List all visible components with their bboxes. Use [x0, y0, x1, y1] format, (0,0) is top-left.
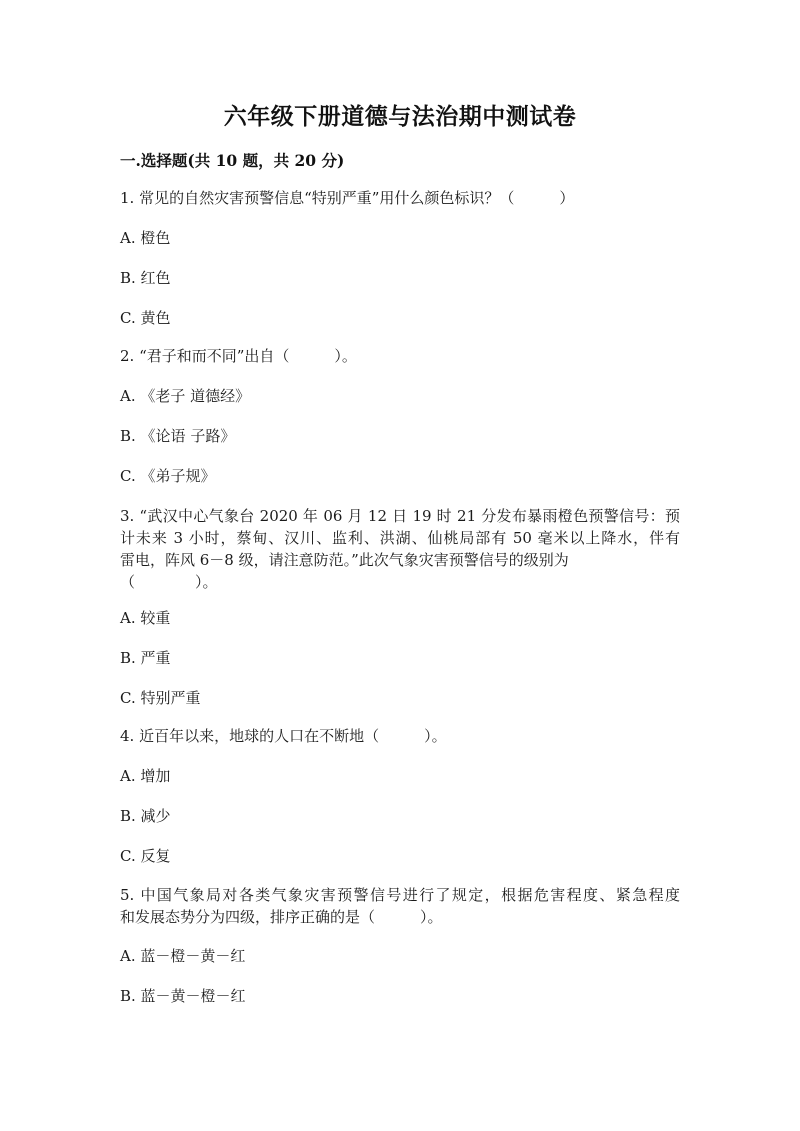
question-3-option-c[interactable]: C. 特别严重 [120, 689, 201, 707]
question-4-option-a[interactable]: A. 增加 [120, 767, 171, 785]
question-3-text-line-4: （ ）。 [120, 573, 218, 591]
question-1-option-a[interactable]: A. 橙色 [120, 229, 171, 247]
question-2-option-c[interactable]: C. 《弟子规》 [120, 467, 216, 485]
question-3-text-line-2: 计未来 3 小时，蔡甸、汉川、监利、洪湖、仙桃局部有 50 毫米以上降水，伴有 [120, 529, 680, 547]
section-heading: 一.选择题(共 10 题，共 20 分) [120, 151, 345, 170]
question-3-option-b[interactable]: B. 严重 [120, 649, 171, 667]
question-4-text: 4. 近百年以来，地球的人口在不断地（ ）。 [120, 727, 447, 745]
question-5-option-a[interactable]: A. 蓝－橙－黄－红 [120, 947, 246, 965]
question-1-option-c[interactable]: C. 黄色 [120, 309, 171, 327]
question-5-text-line-1: 5. 中国气象局对各类气象灾害预警信号进行了规定，根据危害程度、紧急程度 [120, 886, 680, 904]
page-title: 六年级下册道德与法治期中测试卷 [223, 103, 577, 130]
question-5-option-b[interactable]: B. 蓝－黄－橙－红 [120, 987, 246, 1005]
question-3-text-line-3: 雷电，阵风 6－8 级，请注意防范。”此次气象灾害预警信号的级别为 [120, 551, 569, 569]
question-3-text-line-1: 3. “武汉中心气象台 2020 年 06 月 12 日 19 时 21 分发布暴雨橙色预警信号：预 [120, 507, 680, 525]
question-2-text: 2. “君子和而不同”出自（ ）。 [120, 347, 357, 365]
question-5-text-line-2: 和发展态势分为四级，排序正确的是（ ）。 [120, 908, 443, 926]
question-4-option-c[interactable]: C. 反复 [120, 847, 171, 865]
question-3-option-a[interactable]: A. 较重 [120, 609, 171, 627]
question-1-text: 1. 常见的自然灾害预警信息“特别严重”用什么颜色标识？（ ） [120, 189, 575, 207]
question-2-option-b[interactable]: B. 《论语 子路》 [120, 427, 236, 445]
question-2-option-a[interactable]: A. 《老子 道德经》 [120, 387, 251, 405]
question-1-option-b[interactable]: B. 红色 [120, 269, 171, 287]
question-4-option-b[interactable]: B. 减少 [120, 807, 171, 825]
